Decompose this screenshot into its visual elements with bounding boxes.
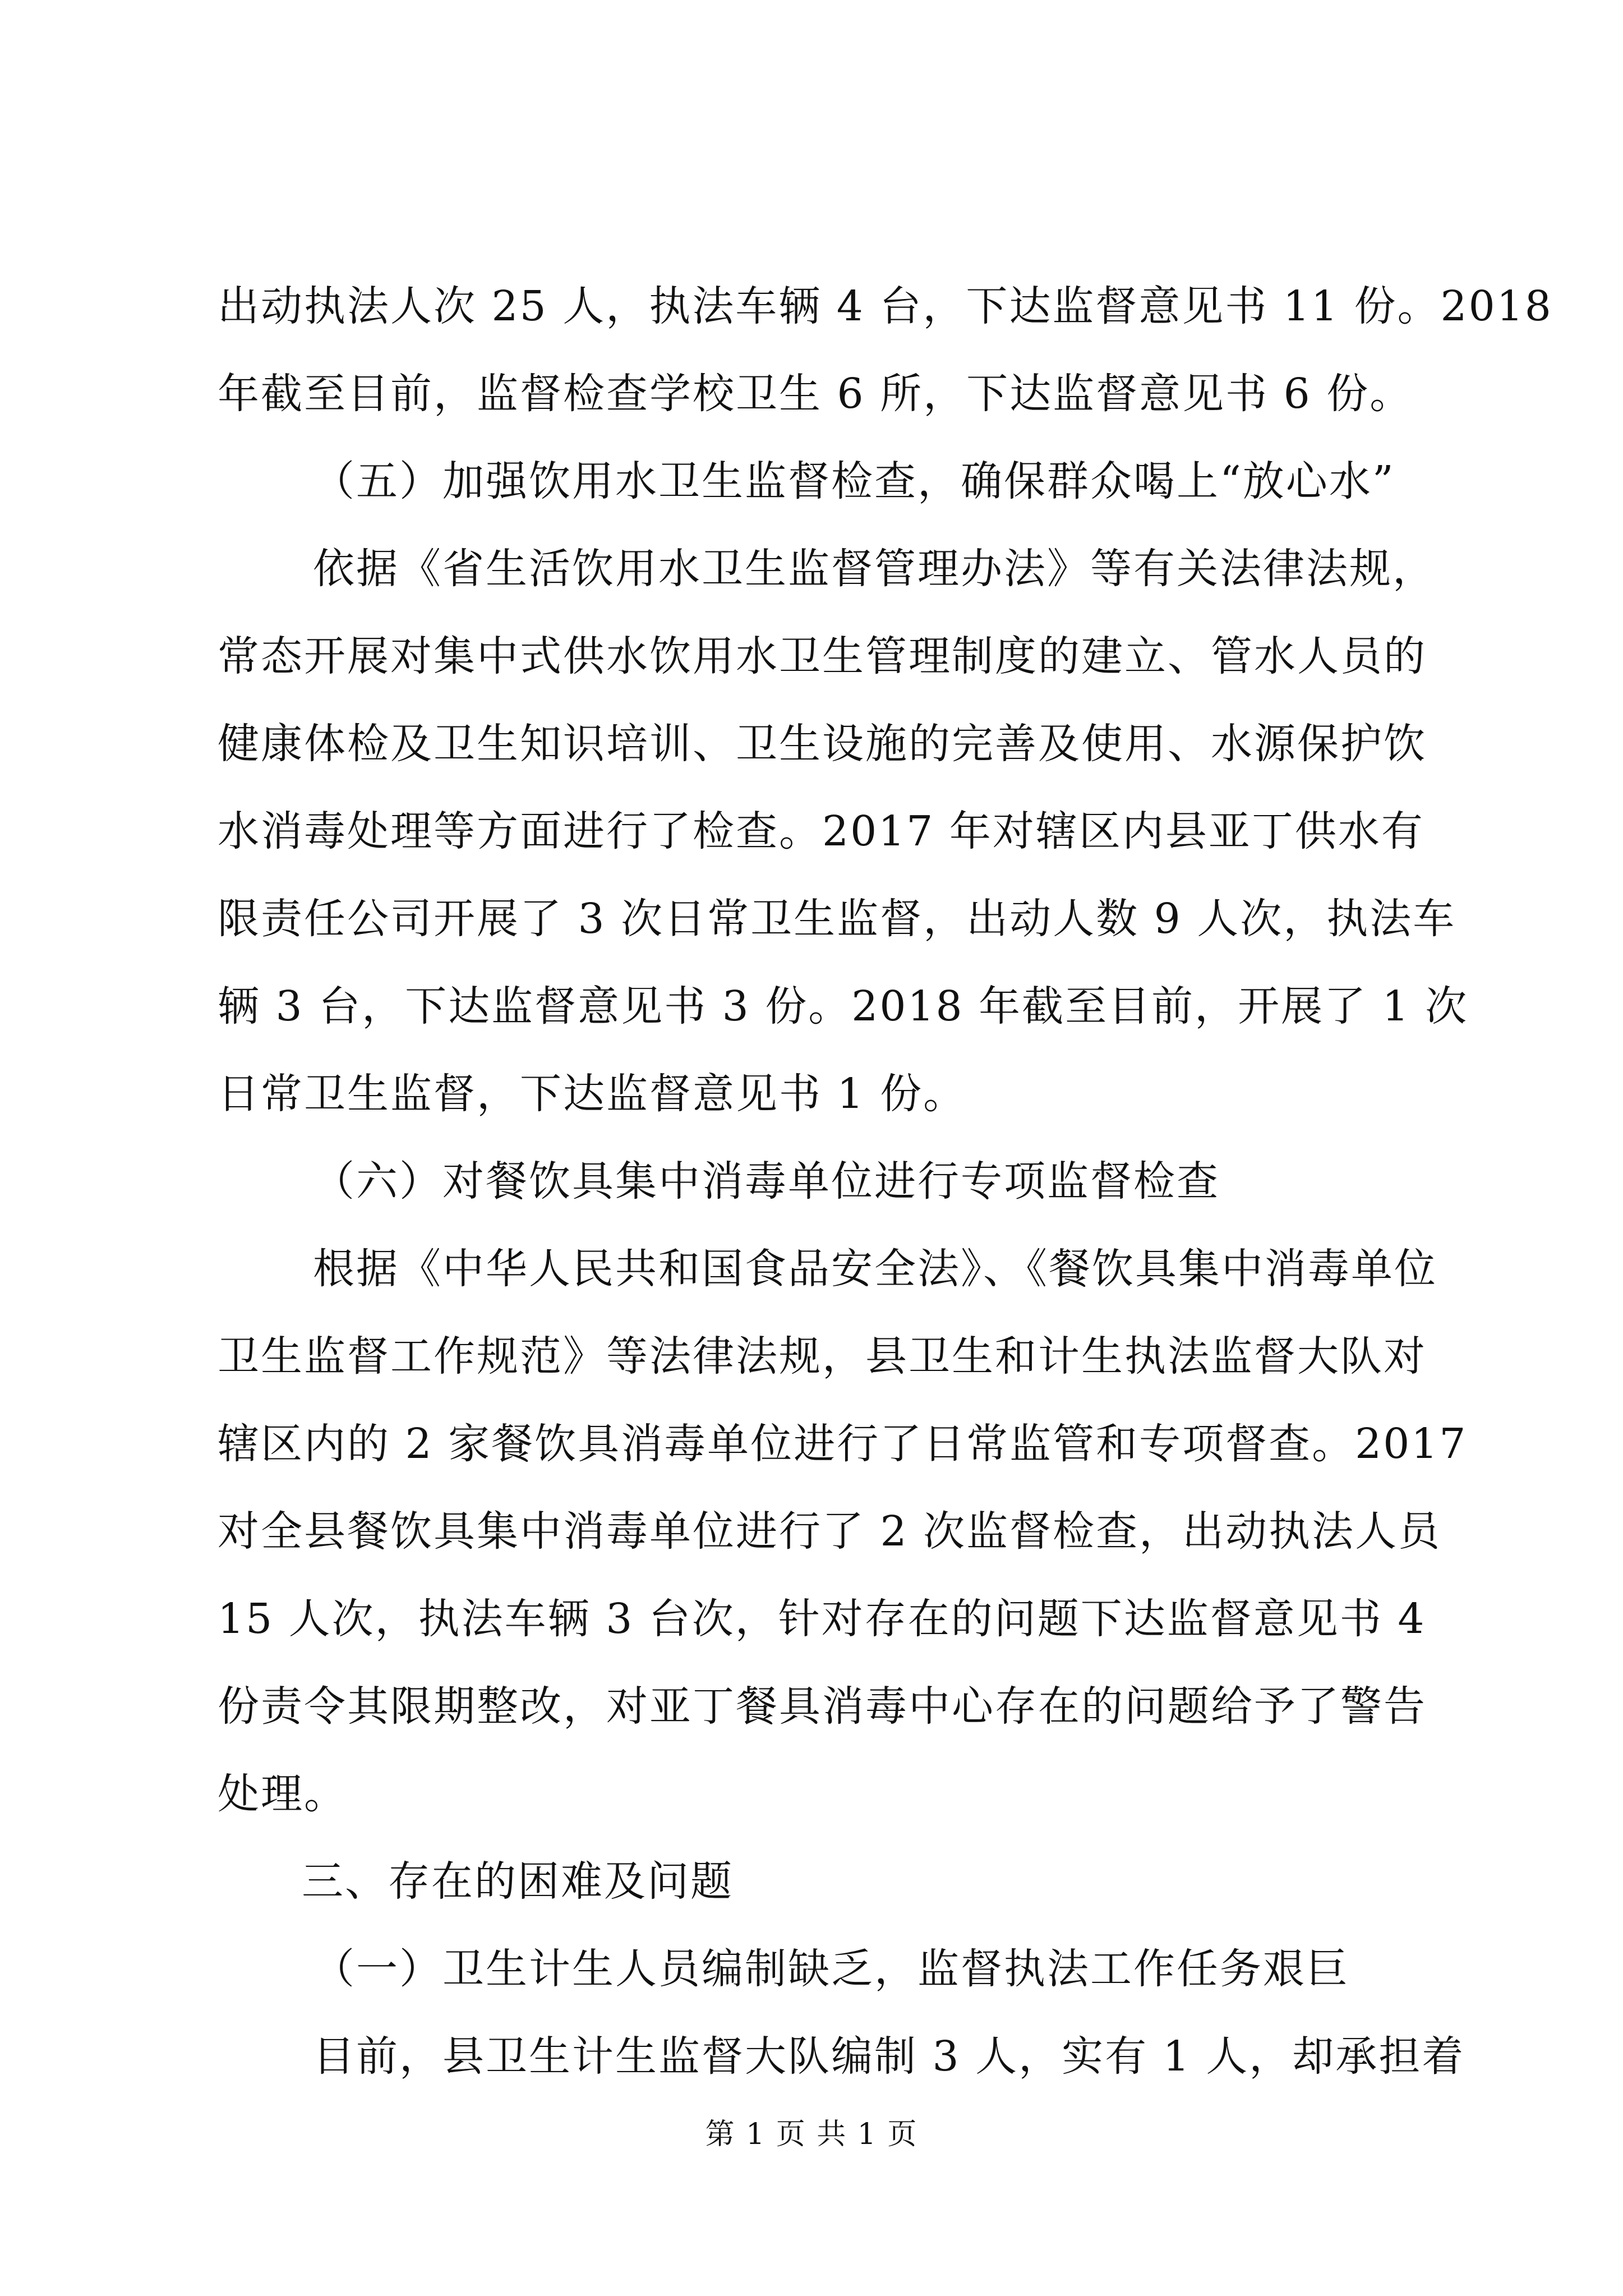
text-line: 处理。 <box>218 1770 347 1818</box>
text-line: 限责任公司开展了 3 次日常卫生监督，出动人数 9 人次，执法车 <box>218 895 1456 943</box>
section-heading: 三、存在的困难及问题 <box>302 1857 734 1906</box>
text-line: 对全县餐饮具集中消毒单位进行了 2 次监督检查，出动执法人员 <box>218 1507 1442 1556</box>
document-body <box>218 263 1553 2100</box>
section-heading: （一）卫生计生人员编制缺乏，监督执法工作任务艰巨 <box>313 1945 1349 1993</box>
text-line: 15 人次，执法车辆 3 台次，针对存在的问题下达监督意见书 4 <box>218 1595 1426 1643</box>
paragraph-first-line: 根据《中华人民共和国食品安全法》、《餐饮具集中消毒单位 <box>313 1245 1437 1293</box>
text-line: 水消毒处理等方面进行了检查。2017 年对辖区内县亚丁供水有 <box>218 807 1424 855</box>
text-line: 常态开展对集中式供水饮用水卫生管理制度的建立、管水人员的 <box>218 632 1427 680</box>
page-footer: 第 1 页 共 1 页 <box>705 2118 918 2151</box>
section-heading: （五）加强饮用水卫生监督检查，确保群众喝上“放心水” <box>313 457 1395 505</box>
section-heading: （六）对餐饮具集中消毒单位进行专项监督检查 <box>313 1157 1220 1205</box>
text-line: 辆 3 台，下达监督意见书 3 份。2018 年截至目前，开展了 1 次 <box>218 982 1469 1030</box>
text-line: 健康体检及卫生知识培训、卫生设施的完善及使用、水源保护饮 <box>218 720 1427 768</box>
text-line: 年截至目前，监督检查学校卫生 6 所，下达监督意见书 6 份。 <box>218 370 1413 418</box>
text-line: 卫生监督工作规范》等法律法规，县卫生和计生执法监督大队对 <box>218 1332 1427 1381</box>
paragraph-first-line: 目前，县卫生计生监督大队编制 3 人，实有 1 人，却承担着 <box>313 2032 1465 2081</box>
paragraph-first-line: 依据《省生活饮用水卫生监督管理办法》等有关法律法规， <box>313 545 1436 593</box>
text-line: 出动执法人次 25 人，执法车辆 4 台，下达监督意见书 11 份。2018 <box>218 282 1553 330</box>
text-line: 辖区内的 2 家餐饮具消毒单位进行了日常监管和专项督查。2017 <box>218 1420 1468 1468</box>
text-line: 日常卫生监督，下达监督意见书 1 份。 <box>218 1070 967 1118</box>
text-line: 份责令其限期整改，对亚丁餐具消毒中心存在的问题给予了警告 <box>218 1682 1427 1731</box>
